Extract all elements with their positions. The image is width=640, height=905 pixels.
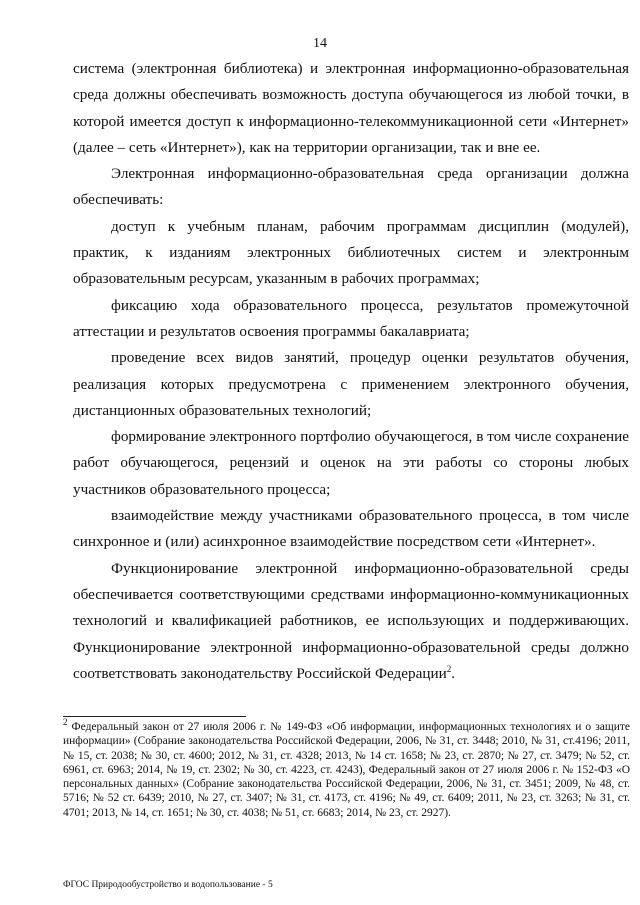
list-item: проведение всех видов занятий, процедур оценки результатов обучения, реализация которых предусмотрена с применением электронного обучения, дистанционных образовательных технологий; — [73, 349, 629, 419]
page-footer: ФГОС Природообустройство и водопользование - 5 — [63, 880, 273, 890]
paragraph-text: Функционирование электронной информационно-образовательной среды обеспечивается соответствующими средствами информационно-коммуникационных технологий и квалификацией работников, ее использующих и поддерживающих. Функционирование электронной информационно-образовательной среды должно соответствовать законодательству Российской Федерации — [73, 559, 629, 682]
footnote — [63, 717, 631, 820]
main-text — [73, 56, 629, 687]
paragraph: Электронная информационно-образовательная среда организации должна обеспечивать: — [73, 165, 629, 209]
paragraph: система (электронная библиотека) и электронная информационно-образовательная среда должны обеспечивать возможность доступа обучающегося из любой точки, в которой имеется доступ к информационно-телекоммуникационной сети «Интернет» (далее – сеть «Интернет»), как на территории организации, так и вне ее. — [73, 60, 629, 156]
list-item: взаимодействие между участниками образовательного процесса, в том числе синхронное и (или) асинхронное взаимодействие посредством сети «Интернет». — [73, 507, 629, 551]
footnote-separator — [63, 716, 246, 717]
list-item: формирование электронного портфолио обучающегося, в том числе сохранение работ обучающегося, рецензий и оценок на эти работы со стороны любых участников образовательного процесса; — [73, 428, 629, 498]
page-number: 14 — [313, 36, 327, 51]
list-item: фиксацию хода образовательного процесса, результатов промежуточной аттестации и результатов освоения программы бакалавриата; — [73, 296, 629, 340]
paragraph: Функционирование электронной информационно-образовательной среды обеспечивается соответствующими средствами информационно-коммуникационных технологий и квалификацией работников, ее использующих и поддерживающих. Функционирование электронной информационно-образовательной среды должно соответствовать законодательству Российской Федерации$^2$. — [73, 559, 629, 682]
footnote-text: Федеральный закон от 27 июля 2006 г. № 149-ФЗ «Об информации, информационных технологиях и о защите информации» (Собрание законодательства Российской Федерации, 2006, № 31, ст. 3448; 2010, № 31, ст.4196; 2011, № 15, ст. 2038; № 30, ст. 4600; 2012, № 31, ст. 4328; 2013, № 14 ст. 1658; № 23, ст. 2870; № 27, ст. 3479; № 52, ст. 6961, ст. 6963; 2014, № 19, ст. 2302; № 30, ст. 4223, ст. 4243), Федеральный закон от 27 июля 2006 г. № 152-ФЗ «О персональных данных» (Собрание законодательства Российской Федерации, 2006, № 31, ст. 3451; 2009, № 48, ст. 5716; № 52 ст. 6439; 2010, № 27, ст. 3407; № 31, ст. 4173, ст. 4196; № 49, ст. 6409; 2011, № 23, ст. 3263; № 31, ст. 4701; 2013, № 14, ст. 1651; № 30, ст. 4038; № 51, ст. 6683; 2014, № 23, ст. 2927). — [63, 721, 631, 819]
footnote-reference[interactable]: 2 — [446, 663, 452, 674]
footnote-marker: 2 — [63, 717, 68, 728]
list-item: доступ к учебным планам, рабочим программам дисциплин (модулей), практик, к изданиям электронных библиотечных систем и электронным образовательным ресурсам, указанным в рабочих программах; — [73, 217, 629, 288]
